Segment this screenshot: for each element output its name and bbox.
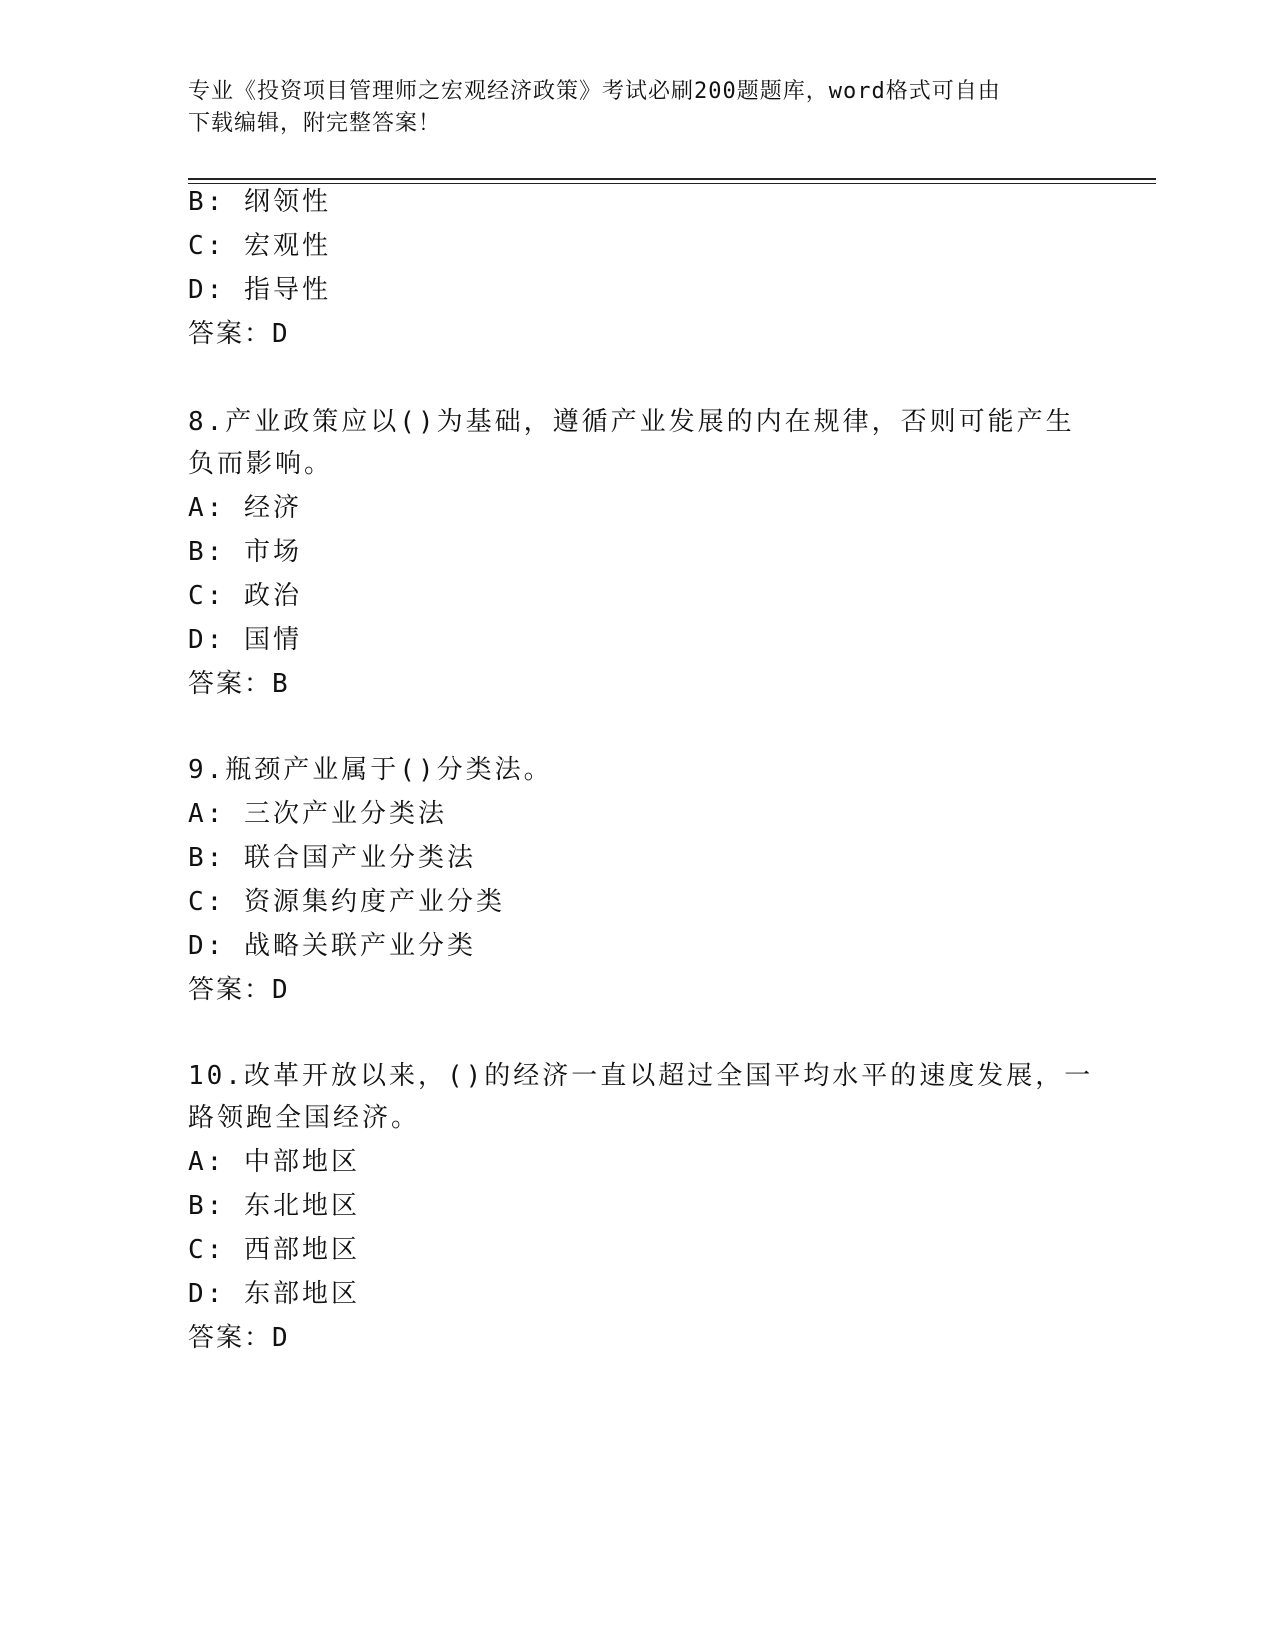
q7-answer: 答案：D (188, 319, 290, 349)
header-divider (188, 178, 1156, 180)
q10-answer: 答案：D (188, 1323, 290, 1353)
q10-stem-line-1: 10.改革开放以来，()的经济一直以超过全国平均水平的速度发展，一 (188, 1061, 1094, 1091)
q10-stem-line-2: 路领跑全国经济。 (188, 1103, 421, 1133)
q9-option-b: B: 联合国产业分类法 (188, 843, 476, 873)
q9-answer: 答案：D (188, 975, 290, 1005)
q8-option-b: B: 市场 (188, 537, 302, 567)
q9-option-d: D: 战略关联产业分类 (188, 931, 476, 961)
document-header (188, 76, 1068, 140)
q7-option-b: B: 纲领性 (188, 187, 331, 217)
q10-option-c: C: 西部地区 (188, 1235, 360, 1265)
q9-stem-line-1: 9.瓶颈产业属于()分类法。 (188, 755, 553, 785)
q8-option-c: C: 政治 (188, 581, 302, 611)
header-line-2: 下载编辑，附完整答案！ (188, 111, 442, 136)
q8-option-d: D: 国情 (188, 625, 302, 655)
q7-option-c: C: 宏观性 (188, 231, 331, 261)
header-divider-thin (188, 183, 1156, 184)
q7-option-d: D: 指导性 (188, 275, 331, 305)
q9-option-c: C: 资源集约度产业分类 (188, 887, 505, 917)
q8-answer: 答案：B (188, 669, 290, 699)
q10-option-b: B: 东北地区 (188, 1191, 360, 1221)
q8-stem-line-2: 负而影响。 (188, 449, 334, 479)
q9-option-a: A: 三次产业分类法 (188, 799, 447, 829)
header-line-1: 专业《投资项目管理师之宏观经济政策》考试必刷200题题库，word格式可自由 (188, 79, 1001, 104)
q10-option-a: A: 中部地区 (188, 1147, 360, 1177)
q8-option-a: A: 经济 (188, 493, 302, 523)
q8-stem-line-1: 8.产业政策应以()为基础，遵循产业发展的内在规律，否则可能产生 (188, 407, 1075, 437)
q10-option-d: D: 东部地区 (188, 1279, 360, 1309)
